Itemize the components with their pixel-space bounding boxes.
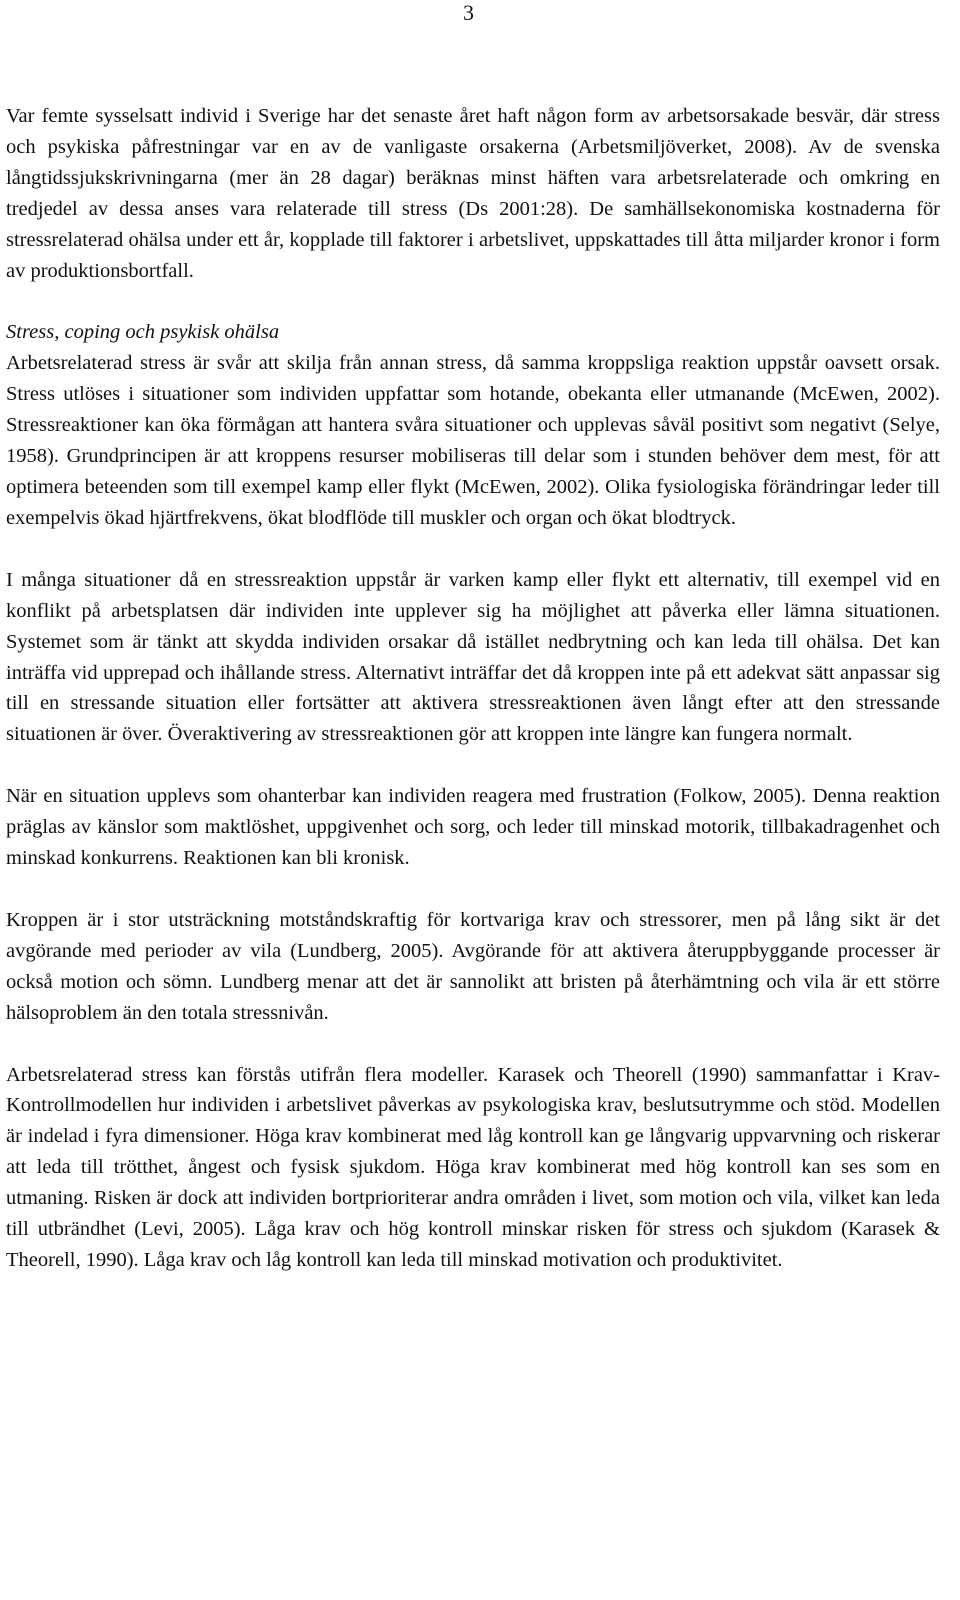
paragraph-fight-or-flight: I många situationer då en stressreaktion uppstår är varken kamp eller flykt ett alternativ, till exempel vid en konflikt på arbetsplatsen där individen inte upplever sig ha möjlighet att påverka eller lämna situationen. Systemet som är tänkt att skydda individen orsakar då istället nedbrytning och kan leda till ohälsa. Det kan inträffa vid upprepad och ihållande stress. Alternativt inträffar det då kroppen inte på ett adekvat sätt anpassar sig till en stressande situation eller fortsätter att aktivera stressreaktionen även långt efter att den stressande situationen är över. Överaktivering av stressreaktionen gör att kroppen inte längre kan fungera normalt. <box>6 568 940 746</box>
page-number: 3 <box>463 0 474 25</box>
paragraph-intro: Var femte sysselsatt individ i Sverige har det senaste året haft någon form av arbetsorsakade besvär, där stress och psykiska påfrestningar var en av de vanligaste orsakerna (Arbetsmiljöverket, 2008). Av de svenska långtidssjukskrivningarna (mer än 28 dagar) beräknas minst häften vara arbetsrelaterade och omkring en tredjedel av dessa anses vara relaterade till stress (Ds 2001:28). De samhällsekonomiska kostnaderna för stressrelaterad ohälsa under ett år, kopplade till faktorer i arbetslivet, uppskattades till åtta miljarder kronor i form av produktionsbortfall. <box>6 105 940 282</box>
paragraph-stress-reaction: Arbetsrelaterad stress är svår att skilja från annan stress, då samma kroppsliga reaktion uppstår oavsett orsak. Stress utlöses i situationer som individen uppfattar som hotande, obekanta eller utmanande (McEwen, 2002). Stressreaktioner kan öka förmågan att hantera svåra situationer och upplevas såväl positivt som negativt (Selye, 1958). Grundprincipen är att kroppens resurser mobiliseras till delar som i stunden behöver dem mest, för att optimera beteenden som till exempel kamp eller flykt (McEwen, 2002). Olika fysiologiska förändringar leder till exempelvis ökad hjärtfrekvens, ökat blodflöde till muskler och organ och ökat blodtryck. <box>6 352 940 529</box>
page-content <box>6 101 940 1276</box>
paragraph-recovery: Kroppen är i stor utsträckning motståndskraftig för kortvariga krav och stressorer, men på lång sikt är det avgörande med perioder av vila (Lundberg, 2005). Avgörande för att aktivera återuppbyggande processer är också motion och sömn. Lundberg menar att det är sannolikt att bristen på återhämtning och vila är ett större hälsoproblem än den totala stressnivån. <box>6 908 940 1024</box>
paragraph-frustration: När en situation upplevs som ohanterbar kan individen reagera med frustration (Folkow, 2005). Denna reaktion präglas av känslor som maktlöshet, uppgivenhet och sorg, och leder till minskad motorik, tillbakadragenhet och minskad konkurrens. Reaktionen kan bli kronisk. <box>6 785 940 870</box>
section-heading: Stress, coping och psykisk ohälsa <box>6 321 280 344</box>
paragraph-demand-control-model: Arbetsrelaterad stress kan förstås utifrån flera modeller. Karasek och Theorell (1990) sammanfattar i Krav-Kontrollmodellen hur individen i arbetslivet påverkas av psykologiska krav, beslutsutrymme och stöd. Modellen är indelad i fyra dimensioner. Höga krav kombinerat med låg kontroll kan ge långvarig uppvarvning och riskerar att leda till trötthet, ångest och fysisk sjukdom. Höga krav kombinerat med hög kontroll kan ses som en utmaning. Risken är dock att individen bortprioriterar andra områden i livet, som motion och vila, vilket kan leda till utbrändhet (Levi, 2005). Låga krav och hög kontroll minskar risken för stress och sjukdom (Karasek & Theorell, 1990). Låga krav och låg kontroll kan leda till minskad motivation och produktivitet. <box>6 1063 940 1271</box>
